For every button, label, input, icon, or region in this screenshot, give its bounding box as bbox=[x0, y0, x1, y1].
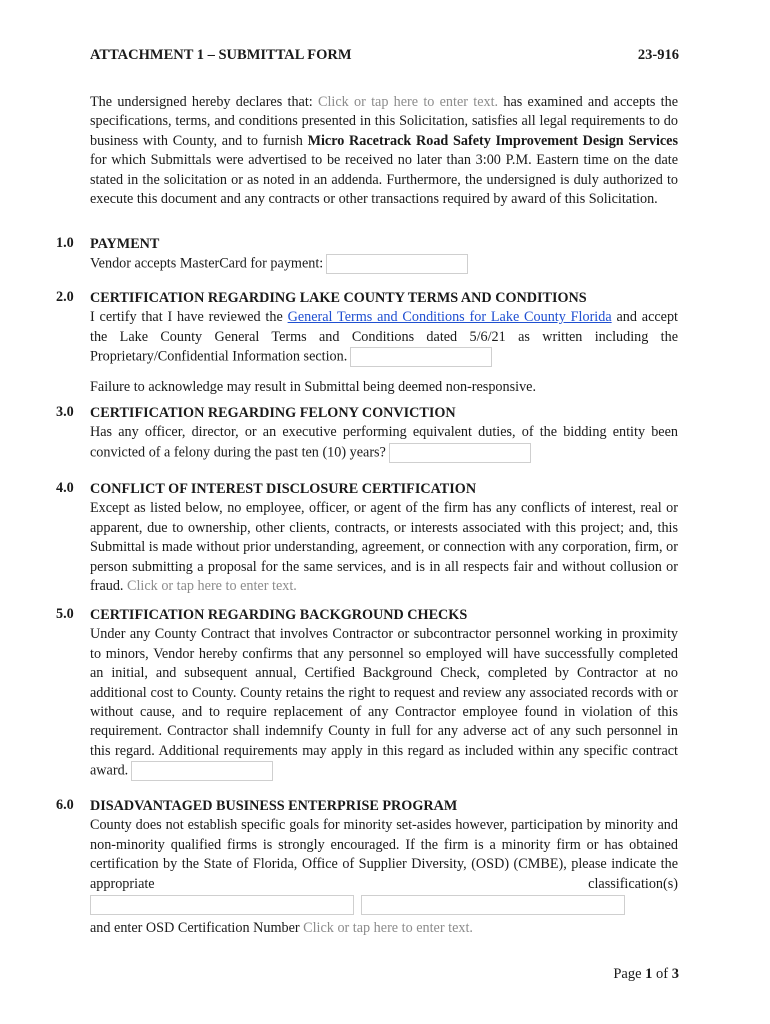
solicitation-number: 23-916 bbox=[637, 47, 679, 63]
section-number: 1.0 bbox=[56, 235, 74, 251]
page-total: 3 bbox=[671, 966, 679, 982]
section-background-checks bbox=[56, 606, 678, 781]
payment-text: Vendor accepts MasterCard for payment: bbox=[90, 255, 324, 272]
page-footer bbox=[613, 966, 679, 983]
section-title: CONFLICT OF INTEREST DISCLOSURE CERTIFICATION bbox=[90, 481, 477, 497]
conflict-text: Except as listed below, no employee, officer, or agent of the firm has any conflicts of interest, real or apparent, due to ownership, other clients, contracts, or interests associated with this project; and, this Submittal is made without prior understanding, agreement, or connection with any corporation, firm, or person submitting a proposal for the same services, and is in all respects fair and without collusion or fraud. bbox=[90, 500, 678, 595]
terms-text-start: I certify that I have reviewed the bbox=[90, 309, 283, 326]
background-text: Under any County Contract that involves Contractor or subcontractor personnel working in proximity to minors, Vendor hereby confirms that any personnel so employed will have successfully completed an initial, and subsequent annual, Certified Background Check, completed by Contractor at no additional cost to County. County retains the right to request and review any associated records with or without cause, and to require replacement of any Contractor employee found in violation of this requirement. Contractor shall indemnify County in full for any adverse act of any such personnel in this regard. Additional requirements may apply in this regard as included within any specific contract award. bbox=[90, 626, 678, 779]
terms-text-end: and accept the Lake County General Terms and Conditions dated 5/6/21 as written including the Proprietary/Confidential Information section. bbox=[90, 309, 678, 365]
section-number: 3.0 bbox=[56, 404, 74, 420]
classification-field-1[interactable] bbox=[90, 895, 354, 915]
osd-cert-label: and enter OSD Certification Number bbox=[90, 920, 300, 937]
terms-acknowledge-field[interactable] bbox=[350, 347, 492, 367]
section-dbe-program bbox=[56, 797, 678, 938]
mastercard-field[interactable] bbox=[326, 254, 468, 274]
declaration-text-mid: has examined and accepts the specifications, terms, and conditions presented in this Solicitation, satisfies all legal requirements to do business with County, and to furnish bbox=[90, 94, 679, 149]
section-number: 6.0 bbox=[56, 797, 74, 813]
section-title: CERTIFICATION REGARDING BACKGROUND CHECKS bbox=[90, 607, 468, 623]
of-label: of bbox=[656, 966, 669, 982]
page-label: Page bbox=[613, 966, 642, 982]
osd-cert-number-field[interactable]: Click or tap here to enter text. bbox=[303, 920, 473, 937]
section-conflict-of-interest bbox=[56, 480, 678, 596]
felony-answer-field[interactable] bbox=[389, 443, 531, 463]
terms-conditions-link[interactable]: General Terms and Conditions for Lake County Florida bbox=[287, 309, 612, 326]
declaration-text-end: for which Submittals were advertised to be received no later than 3:00 P.M. Eastern time on the date stated in the solicitation or as noted in an addenda. Furthermore, the undersigned is duly authorized to execute this document and any contracts or other transactions required by award of this Solicitation. bbox=[90, 152, 678, 208]
form-title: ATTACHMENT 1 – SUBMITTAL FORM bbox=[90, 47, 352, 63]
section-payment bbox=[56, 235, 678, 274]
section-terms-conditions bbox=[56, 289, 678, 398]
project-name: Micro Racetrack Road Safety Improvement Design Services bbox=[307, 132, 679, 149]
section-number: 5.0 bbox=[56, 606, 74, 622]
declaration-text-start: The undersigned hereby declares that: bbox=[90, 94, 313, 110]
section-title: DISADVANTAGED BUSINESS ENTERPRISE PROGRAM bbox=[90, 798, 458, 814]
declaration-paragraph bbox=[90, 93, 678, 209]
background-check-field[interactable] bbox=[131, 761, 273, 781]
section-felony-conviction bbox=[56, 404, 678, 463]
section-title: CERTIFICATION REGARDING FELONY CONVICTION bbox=[90, 405, 456, 421]
page-header bbox=[90, 47, 679, 64]
section-title: PAYMENT bbox=[90, 236, 160, 252]
company-name-field[interactable]: Click or tap here to enter text. bbox=[318, 94, 499, 110]
classification-field-2[interactable] bbox=[361, 895, 625, 915]
non-responsive-note: Failure to acknowledge may result in Submittal being deemed non-responsive. bbox=[90, 379, 537, 396]
felony-text: Has any officer, director, or an executive performing equivalent duties, of the bidding entity been convicted of a felony during the past ten (10) years? bbox=[90, 424, 678, 461]
section-title: CERTIFICATION REGARDING LAKE COUNTY TERMS AND CONDITIONS bbox=[90, 290, 587, 306]
conflict-disclosure-field[interactable]: Click or tap here to enter text. bbox=[127, 578, 297, 595]
page-number: 1 bbox=[645, 966, 653, 982]
dbe-text: County does not establish specific goals for minority set-asides however, participation by minority and non-minority qualified firms is strongly encouraged. If the firm is a minority firm or has obtained certification by the State of Florida, Office of Supplier Diversity, (OSD) (CMBE), please indicate the appropriate classification(s) bbox=[90, 817, 678, 892]
section-number: 4.0 bbox=[56, 480, 74, 496]
section-number: 2.0 bbox=[56, 289, 74, 305]
